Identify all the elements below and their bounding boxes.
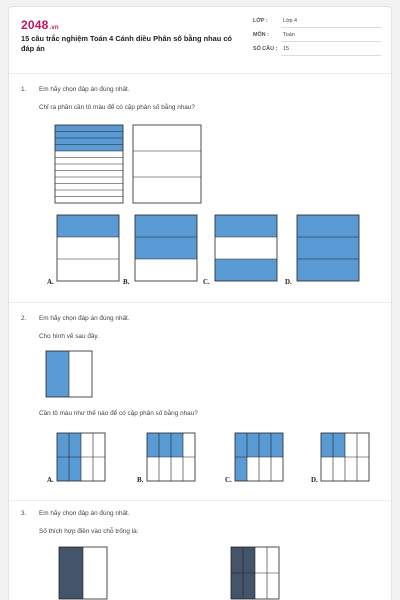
q1-option-a-label[interactable]: A.: [47, 278, 54, 286]
question-divider-2: [9, 500, 392, 501]
question-2-prompt: Cho hình vẽ sau đây.: [39, 333, 99, 340]
q2-option-c-figure[interactable]: [235, 433, 285, 483]
q1-option-a-figure[interactable]: [57, 215, 121, 283]
document-page: [8, 6, 392, 600]
question-1-number: 1.: [21, 86, 27, 93]
q2-reference-figure: [46, 351, 96, 401]
question-divider-1: [9, 302, 392, 303]
q2-option-a-label[interactable]: A.: [47, 476, 54, 484]
question-3-prompt: Số thích hợp điền vào chỗ trống là:: [39, 528, 139, 535]
q3-figure-right: [231, 547, 281, 600]
q1-figure-left: [55, 125, 125, 205]
q1-option-c-figure[interactable]: [215, 215, 279, 283]
q1-option-d-label[interactable]: D.: [285, 278, 292, 286]
question-1-prompt: Chỉ ra phần cần tô màu để có cặp phân số bằng nhau?: [39, 104, 195, 111]
q2-option-b-figure[interactable]: [147, 433, 197, 483]
document-header: [9, 7, 392, 67]
meta-class: LỚP : Lớp 4: [253, 16, 381, 28]
q2-option-b-label[interactable]: B.: [137, 476, 144, 484]
q1-option-c-label[interactable]: C.: [203, 278, 210, 286]
meta-question-count: SỐ CÂU : 15: [253, 44, 381, 56]
q1-option-b-label[interactable]: B.: [123, 278, 130, 286]
question-2-number: 2.: [21, 315, 27, 322]
q1-option-b-figure[interactable]: [135, 215, 199, 283]
question-2-instruction: Em hãy chọn đáp án đúng nhất.: [39, 315, 130, 322]
q2-option-d-figure[interactable]: [321, 433, 371, 483]
q1-figure-right: [133, 125, 203, 205]
q3-figure-left: [59, 547, 109, 600]
q2-option-c-label[interactable]: C.: [225, 476, 232, 484]
q2-option-d-label[interactable]: D.: [311, 476, 318, 484]
header-divider: [9, 73, 392, 74]
site-logo[interactable]: 2048.vn: [21, 18, 59, 32]
q1-option-d-figure[interactable]: [297, 215, 361, 283]
meta-subject: MÔN : Toán: [253, 30, 381, 42]
question-3-instruction: Em hãy chọn đáp án đúng nhất.: [39, 510, 130, 517]
question-1-instruction: Em hãy chọn đáp án đúng nhất.: [39, 86, 130, 93]
document-title: 15 câu trắc nghiệm Toán 4 Cánh diều Phân số bằng nhau có đáp án: [21, 34, 232, 53]
q2-option-a-figure[interactable]: [57, 433, 107, 483]
question-2-prompt2: Cần tô màu như thế nào để có cặp phân số bằng nhau?: [39, 410, 198, 417]
question-3-number: 3.: [21, 510, 27, 517]
